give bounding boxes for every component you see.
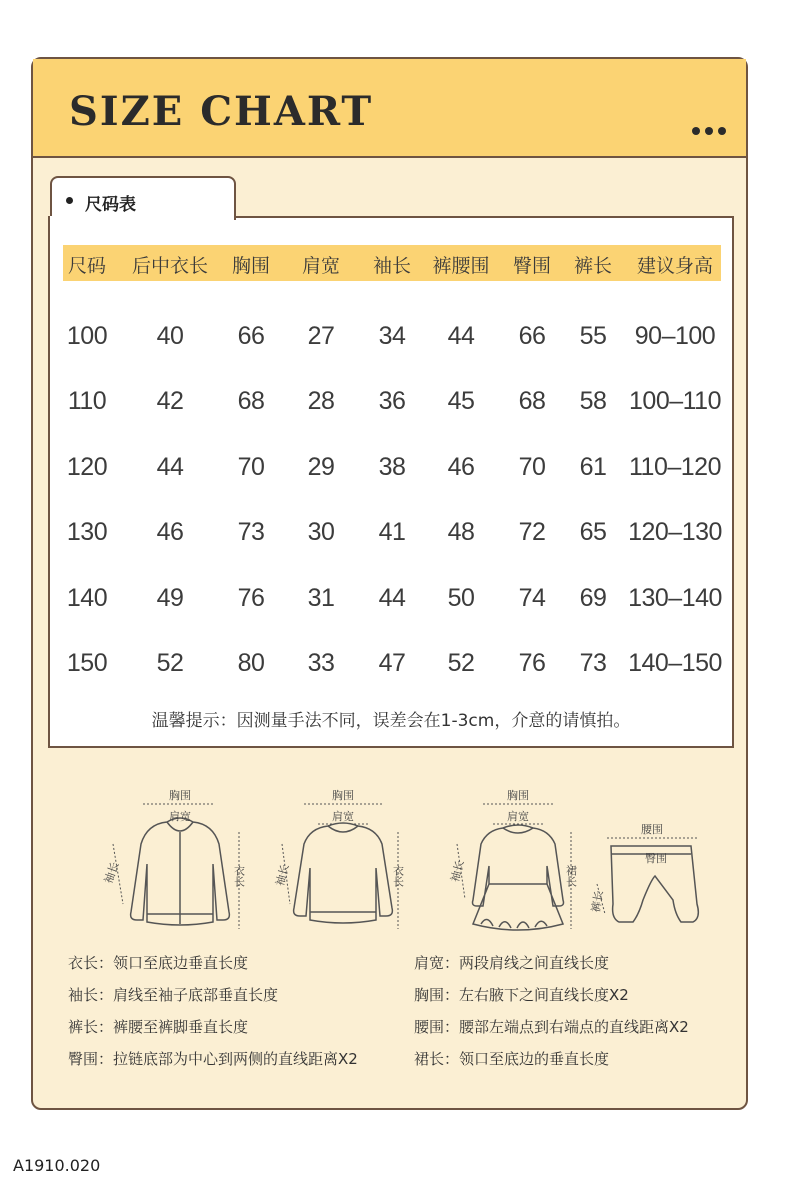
- diagram-label: 裤长: [589, 889, 606, 914]
- table-cell: 140–150: [628, 649, 722, 677]
- diagram-label: 裙长: [564, 865, 578, 887]
- more-dots-icon: [692, 127, 726, 135]
- table-cell: 80: [237, 649, 265, 677]
- tab-size-table: [50, 176, 236, 220]
- table-cell: 27: [307, 322, 335, 350]
- column-header: 裤长: [573, 255, 613, 277]
- table-cell: 47: [378, 649, 406, 677]
- table-cell: 72: [518, 518, 546, 546]
- note-item: 袖长：肩线至袖子底部垂直长度: [68, 986, 279, 1004]
- table-cell: 100–110: [629, 387, 721, 415]
- table-cell: 66: [237, 322, 265, 350]
- column-header: 袖长: [372, 255, 412, 277]
- diagram-label: 衣长: [232, 865, 246, 887]
- page-title: SIZE CHART: [69, 88, 374, 135]
- table-cell: 70: [518, 453, 546, 481]
- table-cell: 66: [518, 322, 546, 350]
- table-row: [63, 649, 721, 681]
- table-cell: 110: [67, 387, 107, 415]
- table-row: [63, 584, 721, 616]
- table-cell: 73: [237, 518, 265, 546]
- table-cell: 150: [66, 649, 108, 677]
- table-cell: 120–130: [628, 518, 722, 546]
- column-header: 胸围: [231, 255, 271, 277]
- table-cell: 120: [66, 453, 108, 481]
- table-cell: 34: [378, 322, 406, 350]
- note-item: 肩宽：两段肩线之间直线长度: [414, 954, 610, 972]
- table-cell: 50: [447, 584, 475, 612]
- table-cell: 74: [518, 584, 546, 612]
- size-chart-card: [31, 57, 748, 1110]
- measurement-tip: 温馨提示：因测量手法不同，误差会在1-3cm，介意的请慎拍。: [151, 711, 631, 731]
- diagram-label: 袖长: [273, 862, 292, 888]
- diagram-label: 肩宽: [169, 810, 191, 823]
- table-cell: 100: [66, 322, 108, 350]
- size-table: [48, 216, 734, 748]
- table-cell: 40: [156, 322, 184, 350]
- column-header: 后中衣长: [131, 255, 209, 277]
- table-cell: 76: [237, 584, 265, 612]
- table-cell: 76: [518, 649, 546, 677]
- table-cell: 28: [307, 387, 335, 415]
- table-cell: 42: [156, 387, 184, 415]
- table-cell: 44: [447, 322, 475, 350]
- column-header: 臀围: [512, 255, 552, 277]
- table-cell: 33: [307, 649, 335, 677]
- table-cell: 140: [66, 584, 108, 612]
- table-cell: 36: [378, 387, 406, 415]
- diagram-label: 肩宽: [332, 810, 354, 823]
- table-cell: 30: [307, 518, 335, 546]
- column-header: 肩宽: [301, 255, 341, 277]
- table-row: [63, 453, 721, 485]
- pants-diagram: [589, 784, 713, 944]
- table-cell: 73: [579, 649, 607, 677]
- column-header: 尺码: [67, 255, 107, 277]
- table-row: [63, 387, 721, 419]
- table-cell: 49: [156, 584, 184, 612]
- table-cell: 52: [156, 649, 184, 677]
- note-item: 裤长：裤腰至裤脚垂直长度: [68, 1018, 249, 1036]
- table-cell: 44: [156, 453, 184, 481]
- diagram-label: 衣长: [391, 865, 405, 887]
- table-cell: 29: [307, 453, 335, 481]
- note-item: 胸围：左右腋下之间直线长度X2: [414, 986, 629, 1004]
- column-header: 建议身高: [636, 255, 714, 277]
- measurement-diagrams: [33, 784, 746, 944]
- table-cell: 68: [237, 387, 265, 415]
- note-item: 裙长：领口至底边的垂直长度: [414, 1050, 610, 1068]
- table-cell: 46: [447, 453, 475, 481]
- diagram-label: 胸围: [332, 789, 354, 802]
- table-cell: 46: [156, 518, 184, 546]
- table-cell: 52: [447, 649, 475, 677]
- diagram-label: 臀围: [645, 852, 667, 865]
- table-cell: 44: [378, 584, 406, 612]
- table-cell: 130–140: [628, 584, 722, 612]
- table-cell: 55: [579, 322, 607, 350]
- bullet-icon: [66, 197, 73, 204]
- table-cell: 38: [378, 453, 406, 481]
- diagram-label: 袖长: [448, 858, 467, 884]
- note-item: 腰围：腰部左端点到右端点的直线距离X2: [414, 1018, 689, 1036]
- table-header-row: [63, 245, 721, 281]
- table-row: [63, 518, 721, 550]
- table-cell: 110–120: [629, 453, 721, 481]
- table-cell: 61: [579, 453, 607, 481]
- diagram-label: 肩宽: [507, 810, 529, 823]
- table-cell: 31: [307, 584, 335, 612]
- table-cell: 68: [518, 387, 546, 415]
- diagram-label: 袖长: [101, 860, 122, 886]
- diagram-label: 腰围: [641, 823, 663, 836]
- note-item: 臀围：拉链底部为中心到两侧的直线距离X2: [68, 1050, 358, 1068]
- note-item: 衣长：领口至底边垂直长度: [68, 954, 249, 972]
- table-row: [63, 322, 721, 354]
- table-cell: 41: [378, 518, 406, 546]
- diagram-label: 胸围: [507, 789, 529, 802]
- table-cell: 58: [579, 387, 607, 415]
- table-cell: 69: [579, 584, 607, 612]
- table-cell: 45: [447, 387, 475, 415]
- table-cell: 65: [579, 518, 607, 546]
- table-cell: 90–100: [634, 322, 716, 350]
- dress-diagram: [448, 784, 583, 944]
- table-cell: 70: [237, 453, 265, 481]
- jacket-diagram: [101, 784, 251, 944]
- column-header: 裤腰围: [432, 255, 490, 277]
- table-cell: 48: [447, 518, 475, 546]
- product-code: A1910.020: [13, 1156, 101, 1175]
- sweater-diagram: [273, 784, 408, 944]
- tab-label: 尺码表: [85, 195, 136, 215]
- diagram-label: 胸围: [169, 789, 191, 802]
- table-cell: 130: [66, 518, 108, 546]
- card-header: [33, 59, 746, 158]
